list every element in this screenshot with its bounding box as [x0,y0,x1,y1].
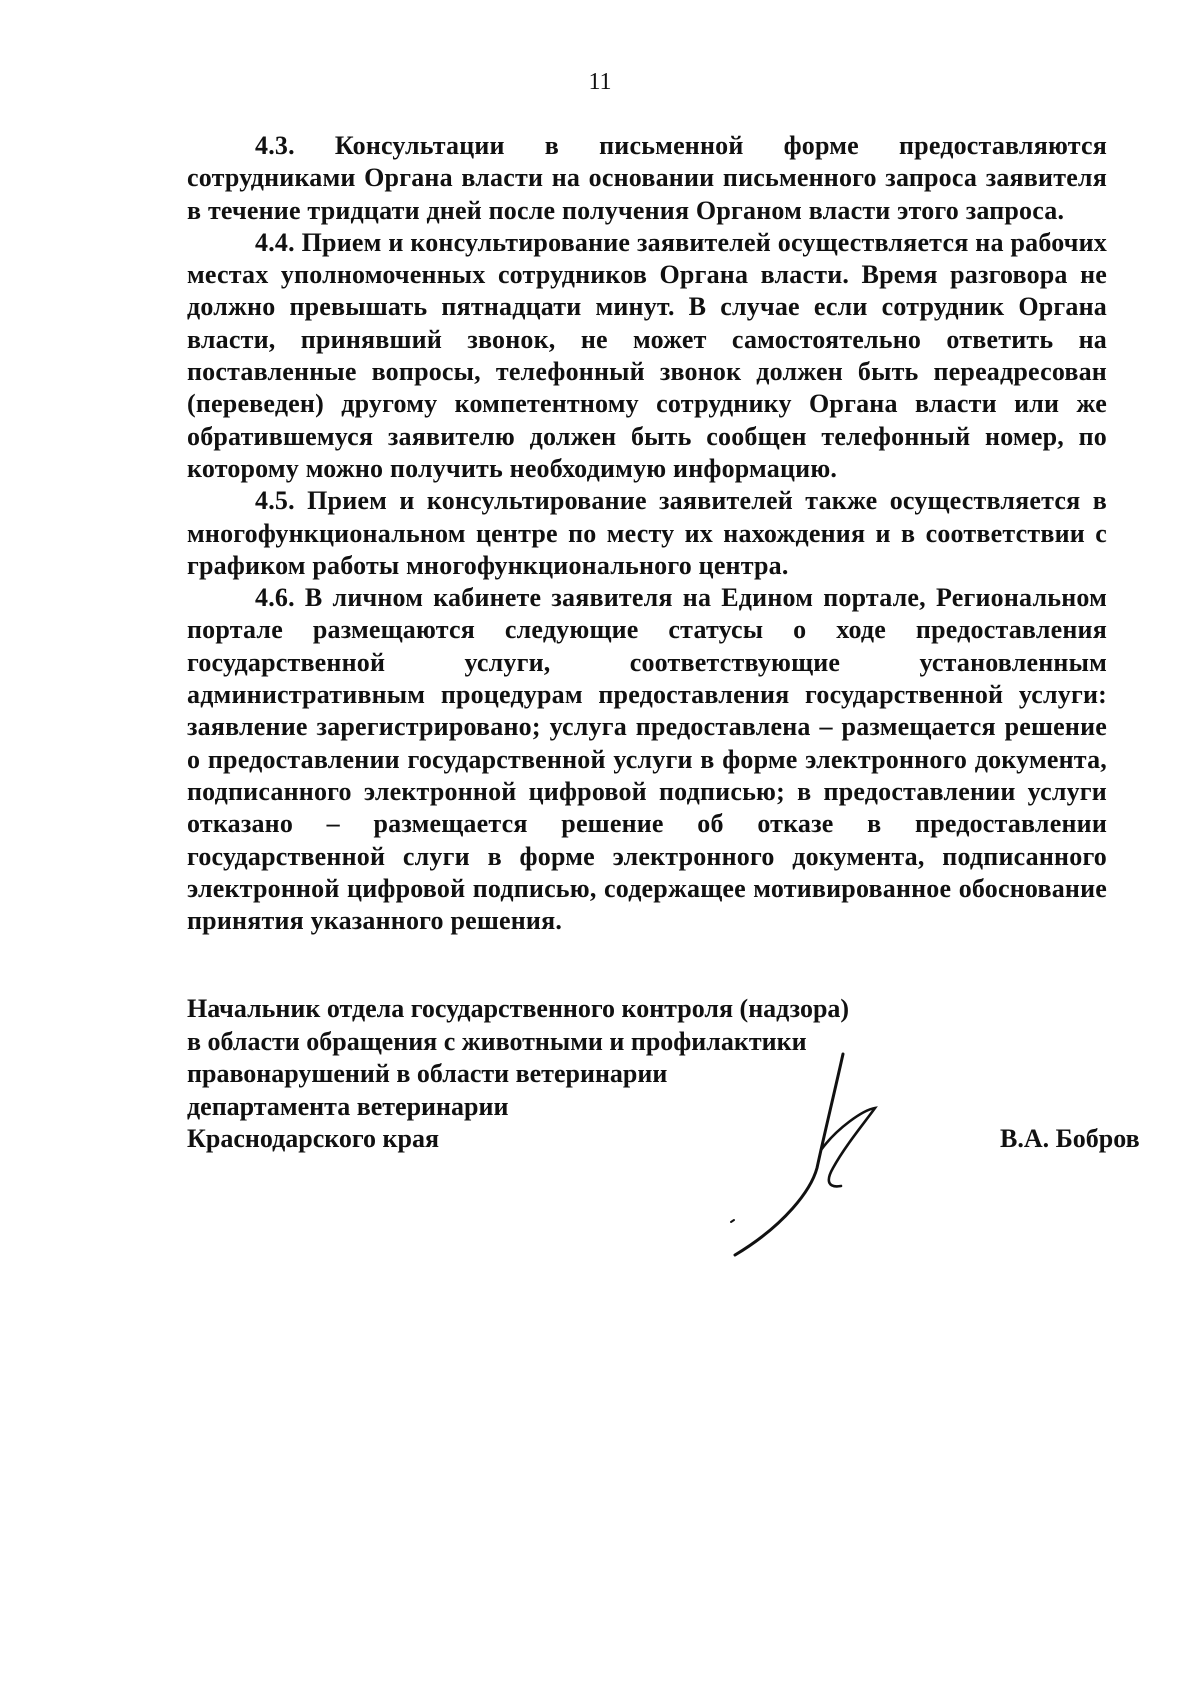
position-line: Начальник отдела государственного контроля (надзора) [187,994,850,1023]
document-body [187,130,1107,937]
signer-name: В.А. Бобров [1000,1124,1140,1153]
paragraph-4-6: 4.6. В личном кабинете заявителя на Едином портале, Региональном портале размещаются следующие статусы о ходе предоставления государственной услуги, соответствующие установленным административным процедурам предоставления государственной услуги: заявление зарегистрировано; услуга предоставлена – размещается решение о предоставлении государственной услуги в форме электронного документа, подписанного электронной цифровой подписью; в предоставлении услуги отказано – размещается решение об отказе в предоставлении государственной слуги в форме электронного документа, подписанного электронной цифровой подписью, содержащее мотивированное обоснование принятия указанного решения. [187,583,1107,936]
position-line: правонарушений в области ветеринарии [187,1059,668,1088]
page-number: 11 [588,69,612,95]
paragraph-4-5: 4.5. Прием и консультирование заявителей также осуществляется в многофункциональном центре по месту их нахождения и в соответствии с графиком работы многофункционального центра. [187,486,1107,580]
position-line: Краснодарского края [187,1124,440,1153]
handwritten-signature [725,1050,935,1270]
position-line: департамента ветеринарии [187,1091,509,1121]
paragraph-4-3: 4.3. Консультации в письменной форме предоставляются сотрудниками Органа власти на основании письменного запроса заявителя в течение тридцати дней после получения Органом власти этого запроса. [187,131,1107,225]
paragraph-4-4: 4.4. Прием и консультирование заявителей осуществляется на рабочих местах уполномоченных сотрудников Органа власти. Время разговора не должно превышать пятнадцати минут. В случае если сотрудник Органа власти, принявший звонок, не может самостоятельно ответить на поставленные вопросы, телефонный звонок должен быть переадресован (переведен) другому компетентному сотруднику Органа власти или же обратившемуся заявителю должен быть сообщен телефонный номер, по которому можно получить необходимую информацию. [187,227,1107,483]
position-line: в области обращения с животными и профилактики [187,1026,807,1056]
